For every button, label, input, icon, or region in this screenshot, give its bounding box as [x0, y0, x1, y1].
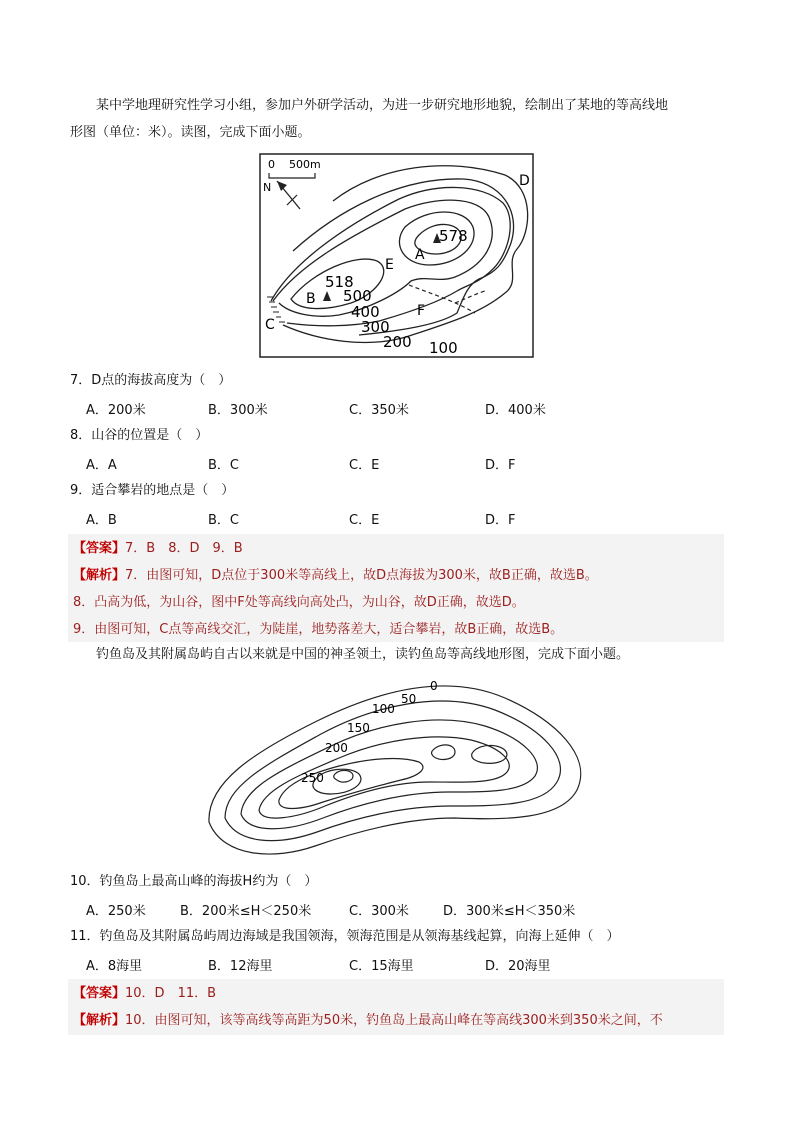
q8-option-d[interactable]: D．F	[485, 458, 516, 473]
contour-label-50: 50	[401, 692, 417, 706]
contour-label-0: 0	[430, 679, 438, 693]
q10-option-c[interactable]: C．300米	[349, 904, 409, 919]
q7-option-b[interactable]: B．300米	[208, 403, 268, 418]
answer-line-1	[73, 537, 243, 556]
q9-option-b[interactable]: B．C	[208, 513, 239, 528]
answer-tag-2: 【答案】	[73, 986, 126, 1001]
q11-option-d[interactable]: D．20海里	[485, 959, 551, 974]
scale-zero: 0	[268, 158, 275, 171]
analysis-tag-2: 【解析】	[73, 1013, 126, 1028]
map1-frame	[260, 154, 533, 357]
intro-paragraph-2: 钓鱼岛及其附属岛屿自古以来就是中国的神圣领土，读钓鱼岛等高线地形图，完成下面小题。	[96, 647, 630, 662]
contour-label-400: 400	[351, 303, 380, 321]
analysis-tag: 【解析】	[73, 568, 126, 583]
q8-option-b[interactable]: B．C	[208, 458, 239, 473]
question-9-stem: 9．适合攀岩的地点是（ ）	[70, 483, 235, 498]
contour-50	[225, 701, 560, 841]
analysis-7-text: 7．由图可知，D点位于300米等高线上，故D点海拔为300米，故B正确，故选B。	[125, 568, 598, 583]
contour-peak	[334, 770, 353, 782]
answer-text-2: 10．D 11．B	[125, 986, 217, 1001]
contour-label-200: 200	[383, 333, 412, 351]
analysis-10-text: 10．由图可知，该等高线等高距为50米，钓鱼岛上最高山峰在等高线300米到350米之间，不	[125, 1013, 663, 1028]
q7-option-d[interactable]: D．400米	[485, 403, 546, 418]
q7-option-a[interactable]: A．200米	[86, 403, 146, 418]
contour-label-200: 200	[325, 741, 348, 755]
contour-label-500: 500	[343, 287, 372, 305]
label-e: E	[385, 257, 394, 273]
q11-option-a[interactable]: A．8海里	[86, 959, 143, 974]
q9-option-d[interactable]: D．F	[485, 513, 516, 528]
q10-option-a[interactable]: A．250米	[86, 904, 146, 919]
q8-option-c[interactable]: C．E	[349, 458, 380, 473]
analysis-line-10	[73, 1009, 663, 1028]
answer-line-2	[73, 982, 216, 1001]
q11-option-b[interactable]: B．12海里	[208, 959, 273, 974]
question-7-stem: 7．D点的海拔高度为（ ）	[70, 373, 232, 388]
q8-option-a[interactable]: A．A	[86, 458, 117, 473]
q9-option-c[interactable]: C．E	[349, 513, 380, 528]
q10-option-d[interactable]: D．300米≤H＜350米	[443, 904, 576, 919]
peak-a-value: 578	[439, 227, 468, 245]
contour-label-150: 150	[347, 721, 370, 735]
contour-label-100: 100	[372, 702, 395, 716]
label-f: F	[417, 303, 426, 319]
label-d: D	[519, 173, 530, 189]
analysis-line-8: 8．凸高为低，为山谷，图中F处等高线向高处凸，为山谷，故D正确，故选D。	[73, 595, 525, 610]
q10-option-b[interactable]: B．200米≤H＜250米	[180, 904, 312, 919]
q9-option-a[interactable]: A．B	[86, 513, 117, 528]
intro-line-1: 某中学地理研究性学习小组，参加户外研学活动，为进一步研究地形地貌，绘制出了某地的等高线地	[96, 98, 669, 113]
contour-label-100: 100	[429, 339, 458, 357]
analysis-line-9: 9．由图可知，C点等高线交汇，为陡崖，地势落差大，适合攀岩，故B正确，故选B。	[73, 622, 564, 637]
question-10-stem: 10．钓鱼岛上最高山峰的海拔H约为（ ）	[70, 874, 318, 889]
answer-text: 7．B 8．D 9．B	[125, 541, 243, 556]
scale-value: 500m	[289, 158, 321, 171]
intro-line-2: 形图（单位：米）。读图，完成下面小题。	[70, 125, 311, 140]
label-c: C	[265, 317, 275, 333]
topographic-map-1	[259, 153, 535, 359]
contour-ring-1	[432, 745, 456, 760]
label-a: A	[415, 247, 425, 263]
contour-label-250: 250	[301, 771, 324, 785]
contour-label-300: 300	[361, 318, 390, 336]
topographic-map-2	[205, 672, 595, 862]
question-11-stem: 11．钓鱼岛及其附属岛屿周边海域是我国领海，领海范围是从领海基线起算，向海上延伸（ ）	[70, 929, 620, 944]
north-label: N	[263, 181, 272, 194]
answer-tag: 【答案】	[73, 541, 126, 556]
q11-option-c[interactable]: C．15海里	[349, 959, 414, 974]
analysis-line-7	[73, 564, 598, 583]
question-8-stem: 8．山谷的位置是（ ）	[70, 428, 209, 443]
label-b: B	[306, 291, 316, 307]
q7-option-c[interactable]: C．350米	[349, 403, 409, 418]
intro-paragraph-1	[70, 92, 730, 146]
peak-b-value: 518	[325, 273, 354, 291]
